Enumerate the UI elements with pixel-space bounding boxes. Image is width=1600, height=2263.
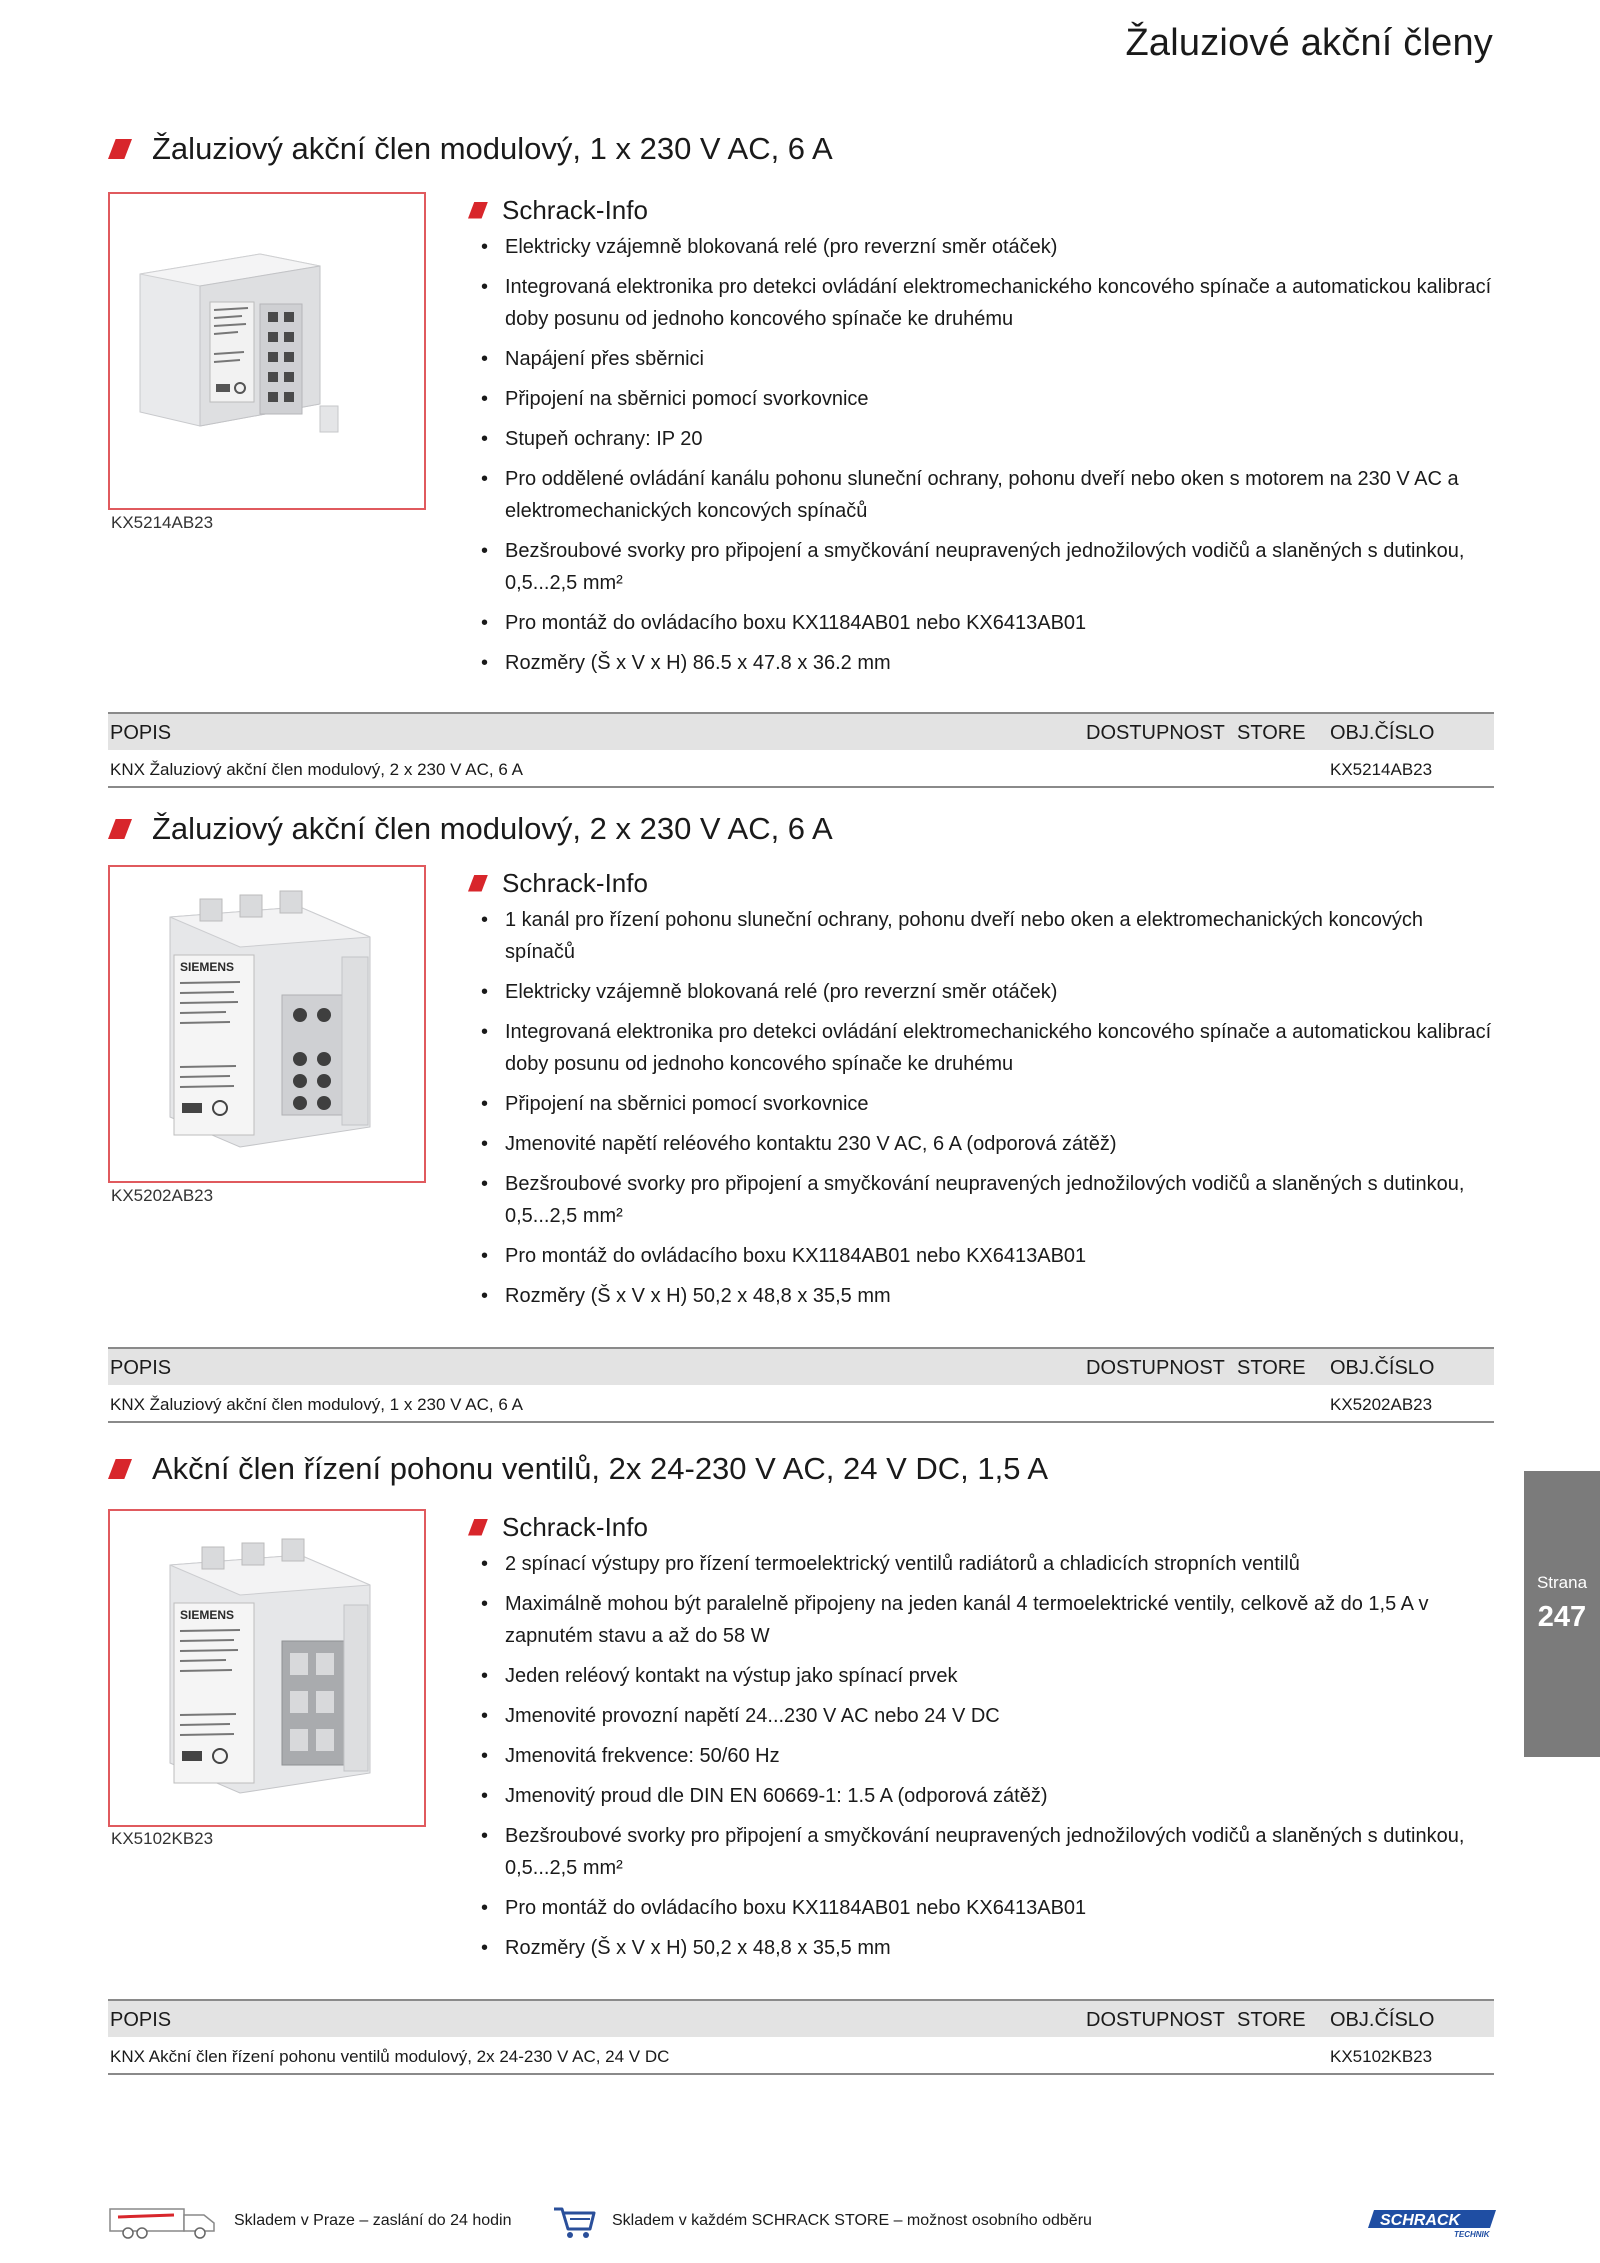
info-bullet: • Bezšroubové svorky pro připojení a smyčkování neupravených jednožilových vodičů a slaněných s dutinkou, 0,5...2,5 mm² <box>468 1820 1498 1884</box>
product-image <box>108 192 426 510</box>
col-dostupnost: DOSTUPNOST <box>1086 1357 1225 1379</box>
info-bullet: • Jmenovité provozní napětí 24...230 V AC nebo 24 V DC <box>468 1700 1498 1732</box>
page-number-tab <box>1524 1471 1600 1757</box>
info-bullet: • Elektricky vzájemně blokovaná relé (pro reverzní směr otáček) <box>468 231 1498 263</box>
info-bullet: • Bezšroubové svorky pro připojení a smyčkování neupravených jednožilových vodičů a slaněných s dutinkou, 0,5...2,5 mm² <box>468 535 1498 599</box>
page-title: Žaluziové akční členy <box>1125 22 1493 64</box>
product-table <box>108 712 1494 788</box>
info-bullet: • Elektricky vzájemně blokovaná relé (pro reverzní směr otáček) <box>468 976 1498 1008</box>
table-row <box>108 750 1494 788</box>
table-header <box>108 712 1494 750</box>
info-bullet: • Pro montáž do ovládacího boxu KX1184AB01 nebo KX6413AB01 <box>468 1892 1498 1924</box>
table-header <box>108 1347 1494 1385</box>
schrack-logo <box>1368 2208 1496 2238</box>
row-order-number: KX5102KB23 <box>1330 2047 1433 2066</box>
product-section-3 <box>108 1447 1494 2087</box>
shopping-cart-icon <box>550 2201 598 2241</box>
info-bullet: • Maximálně mohou být paralelně připojeny na jeden kanál 4 termoelektrické ventily, celkově až do 1,5 A v zapnutém stavu a až do 58 W <box>468 1588 1498 1652</box>
footer-store-text: Skladem v každém SCHRACK STORE – možnost osobního odběru <box>612 2212 1092 2229</box>
row-order-number: KX5202AB23 <box>1330 1395 1433 1414</box>
info-bullet-list <box>468 1548 1498 1964</box>
info-title: Schrack-Info <box>502 194 648 225</box>
red-bullet-icon <box>468 875 488 892</box>
info-bullet: • Pro oddělené ovládání kanálu pohonu sluneční ochrany, pohonu dveří nebo oken s motorem na 230 V AC a elektromechanických koncových spínačů <box>468 463 1498 527</box>
row-description: KNX Akční člen řízení pohonu ventilů modulový, 2x 24-230 V AC, 24 V DC <box>110 2047 670 2066</box>
row-description: KNX Žaluziový akční člen modulový, 2 x 230 V AC, 6 A <box>110 760 523 779</box>
red-bullet-icon <box>108 1459 132 1479</box>
info-heading <box>468 193 1498 227</box>
info-title: Schrack-Info <box>502 1511 648 1542</box>
row-description: KNX Žaluziový akční člen modulový, 1 x 230 V AC, 6 A <box>110 1395 523 1414</box>
col-obj-cislo: OBJ.ČÍSLO <box>1330 2009 1435 2031</box>
info-bullet: • Rozměry (Š x V x H) 86.5 x 47.8 x 36.2 mm <box>468 647 1498 679</box>
info-bullet: • Rozměry (Š x V x H) 50,2 x 48,8 x 35,5 mm <box>468 1280 1498 1312</box>
info-bullet-list <box>468 231 1498 679</box>
col-dostupnost: DOSTUPNOST <box>1086 2009 1225 2031</box>
col-popis: POPIS <box>110 2009 172 2031</box>
schrack-logo-graphic <box>1368 2208 1496 2238</box>
image-code: KX5202AB23 <box>111 1186 214 1205</box>
schrack-info <box>468 193 1498 687</box>
table-row <box>108 1385 1494 1423</box>
info-bullet: • Bezšroubové svorky pro připojení a smyčkování neupravených jednožilových vodičů a slaněných s dutinkou, 0,5...2,5 mm² <box>468 1168 1498 1232</box>
product-image <box>108 865 426 1183</box>
logo-text: SCHRACK <box>1380 2212 1460 2229</box>
footer-store-note <box>550 2196 1092 2246</box>
row-order-number: KX5214AB23 <box>1330 760 1433 779</box>
footer-truck-note <box>108 2196 512 2246</box>
col-obj-cislo: OBJ.ČÍSLO <box>1330 722 1435 744</box>
red-bullet-icon <box>468 202 488 219</box>
red-bullet-icon <box>108 139 132 159</box>
page-number: 247 <box>1537 1601 1587 1633</box>
svg-text:SIEMENS: SIEMENS <box>180 960 235 974</box>
info-title: Schrack-Info <box>502 867 648 898</box>
info-bullet: • Integrovaná elektronika pro detekci ovládání elektromechanického koncového spínače a automatickou kalibrací doby posunu od jednoho koncového spínače ke druhému <box>468 1016 1498 1080</box>
product-table <box>108 1347 1494 1423</box>
col-dostupnost: DOSTUPNOST <box>1086 722 1225 744</box>
section-heading <box>108 127 833 171</box>
info-bullet: • 2 spínací výstupy pro řízení termoelektrický ventilů radiátorů a chladicích stropních ventilů <box>468 1548 1498 1580</box>
info-bullet: • 1 kanál pro řízení pohonu sluneční ochrany, pohonu dveří nebo oken a elektromechanických koncových spínačů <box>468 904 1498 968</box>
product-section-2 <box>108 807 1494 1427</box>
info-bullet: • Stupeň ochrany: IP 20 <box>468 423 1498 455</box>
section-heading <box>108 807 833 851</box>
section-title: Žaluziový akční člen modulový, 2 x 230 V AC, 6 A <box>152 811 833 846</box>
valve-actuator-image <box>110 1511 424 1825</box>
info-bullet: • Pro montáž do ovládacího boxu KX1184AB01 nebo KX6413AB01 <box>468 607 1498 639</box>
col-store: STORE <box>1237 722 1306 744</box>
section-title: Akční člen řízení pohonu ventilů, 2x 24-230 V AC, 24 V DC, 1,5 A <box>152 1451 1049 1486</box>
module-2ch-image <box>110 867 424 1181</box>
info-bullet: • Jmenovité napětí reléového kontaktu 230 V AC, 6 A (odporová zátěž) <box>468 1128 1498 1160</box>
image-code: KX5102KB23 <box>111 1829 214 1848</box>
product-table <box>108 1999 1494 2075</box>
red-bullet-icon <box>468 1519 488 1536</box>
col-popis: POPIS <box>110 722 172 744</box>
info-bullet: • Integrovaná elektronika pro detekci ovládání elektromechanického koncového spínače a automatickou kalibrací doby posunu od jednoho koncového spínače ke druhému <box>468 271 1498 335</box>
info-bullet: • Připojení na sběrnici pomocí svorkovnice <box>468 383 1498 415</box>
info-bullet: • Jmenovitá frekvence: 50/60 Hz <box>468 1740 1498 1772</box>
schrack-info <box>468 866 1498 1320</box>
page-label: Strana <box>1536 1573 1588 1592</box>
red-bullet-icon <box>108 819 132 839</box>
footer <box>108 2196 1508 2246</box>
info-bullet: • Jmenovitý proud dle DIN EN 60669-1: 1.5 A (odporová zátěž) <box>468 1780 1498 1812</box>
product-image <box>108 1509 426 1827</box>
col-store: STORE <box>1237 2009 1306 2031</box>
table-header <box>108 1999 1494 2037</box>
truck-icon <box>108 2201 220 2241</box>
info-bullet: • Jeden reléový kontakt na výstup jako spínací prvek <box>468 1660 1498 1692</box>
image-code: KX5214AB23 <box>111 513 214 532</box>
info-bullet: • Rozměry (Š x V x H) 50,2 x 48,8 x 35,5 mm <box>468 1932 1498 1964</box>
svg-text:SIEMENS: SIEMENS <box>180 1608 235 1622</box>
col-popis: POPIS <box>110 1357 172 1379</box>
footer-truck-text: Skladem v Praze – zaslání do 24 hodin <box>234 2212 512 2229</box>
info-heading <box>468 1510 1498 1544</box>
info-heading <box>468 866 1498 900</box>
col-store: STORE <box>1237 1357 1306 1379</box>
section-heading <box>108 1447 1048 1491</box>
col-obj-cislo: OBJ.ČÍSLO <box>1330 1357 1435 1379</box>
schrack-info <box>468 1510 1498 1972</box>
info-bullet-list <box>468 904 1498 1312</box>
module-1ch-image <box>110 194 424 508</box>
section-title: Žaluziový akční člen modulový, 1 x 230 V AC, 6 A <box>152 131 833 166</box>
info-bullet: • Připojení na sběrnici pomocí svorkovnice <box>468 1088 1498 1120</box>
logo-subtext: TECHNIK <box>1454 2230 1490 2238</box>
product-section-1 <box>108 127 1494 797</box>
info-bullet: • Pro montáž do ovládacího boxu KX1184AB01 nebo KX6413AB01 <box>468 1240 1498 1272</box>
table-row <box>108 2037 1494 2075</box>
info-bullet: • Napájení přes sběrnici <box>468 343 1498 375</box>
